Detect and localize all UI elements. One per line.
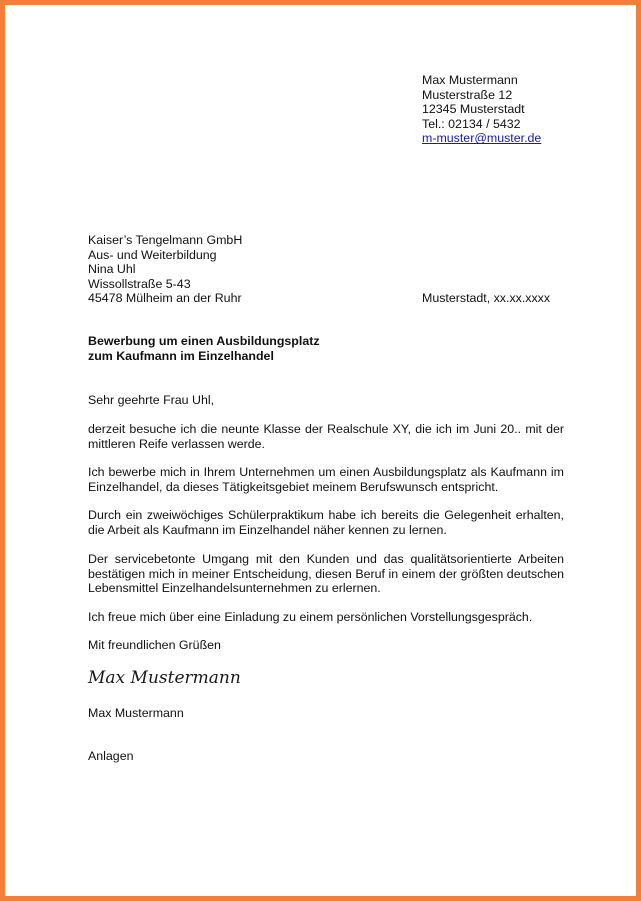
body-paragraph: Der servicebetonte Umgang mit den Kunden und das qualitätsorientierte Arbeiten bestätigen mich in meiner Entscheidung, diesen Beruf in einem der größten deutschen Lebensmittel Einzelhandelsunternehmen zu erlernen. [88,552,564,596]
body-paragraph: Ich bewerbe mich in Ihrem Unternehmen um einen Ausbildungsplatz als Kaufmann im Einzelhandel, da dieses Tätigkeitsgebiet meinem Berufswunsch entspricht. [88,465,564,494]
sender-phone: Tel.: 02134 / 5432 [422,116,521,131]
body-paragraph: Durch ein zweiwöchiges Schülerpraktikum habe ich bereits die Gelegenheit erhalten, die Arbeit als Kaufmann im Einzelhandel näher kennen zu lernen. [88,508,564,537]
recipient-contact: Nina Uhl [88,262,136,277]
recipient-city: 45478 Mülheim an der Ruhr [88,291,242,306]
sender-address [422,73,541,146]
body-paragraph: derzeit besuche ich die neunte Klasse der Realschule XY, die ich im Juni 20.. mit der mittleren Reife verlassen werde. [88,422,564,451]
sender-city: 12345 Musterstadt [422,102,525,117]
recipient-department: Aus- und Weiterbildung [88,247,217,262]
date-line: Musterstadt, xx.xx.xxxx [422,291,551,305]
sender-name: Max Mustermann [422,73,518,87]
handwritten-signature: Max Mustermann [88,668,241,688]
subject-line-1: Bewerbung um einen Ausbildungsplatz [88,334,320,348]
enclosures-label: Anlagen [88,749,134,763]
subject-line-2: zum Kaufmann im Einzelhandel [88,348,274,363]
printed-name: Max Mustermann [88,706,184,720]
recipient-address [88,233,242,306]
sender-street: Musterstraße 12 [422,87,513,102]
recipient-street: Wissollstraße 5-43 [88,276,191,291]
recipient-company: Kaiser’s Tengelmann GmbH [88,233,243,247]
body-paragraph: Ich freue mich über eine Einladung zu einem persönlichen Vorstellungsgespräch. [88,610,533,624]
closing: Mit freundlichen Grüßen [88,638,221,652]
sender-email-link[interactable]: m-muster@muster.de [422,131,542,146]
salutation: Sehr geehrte Frau Uhl, [88,393,215,407]
subject-line [88,334,320,363]
